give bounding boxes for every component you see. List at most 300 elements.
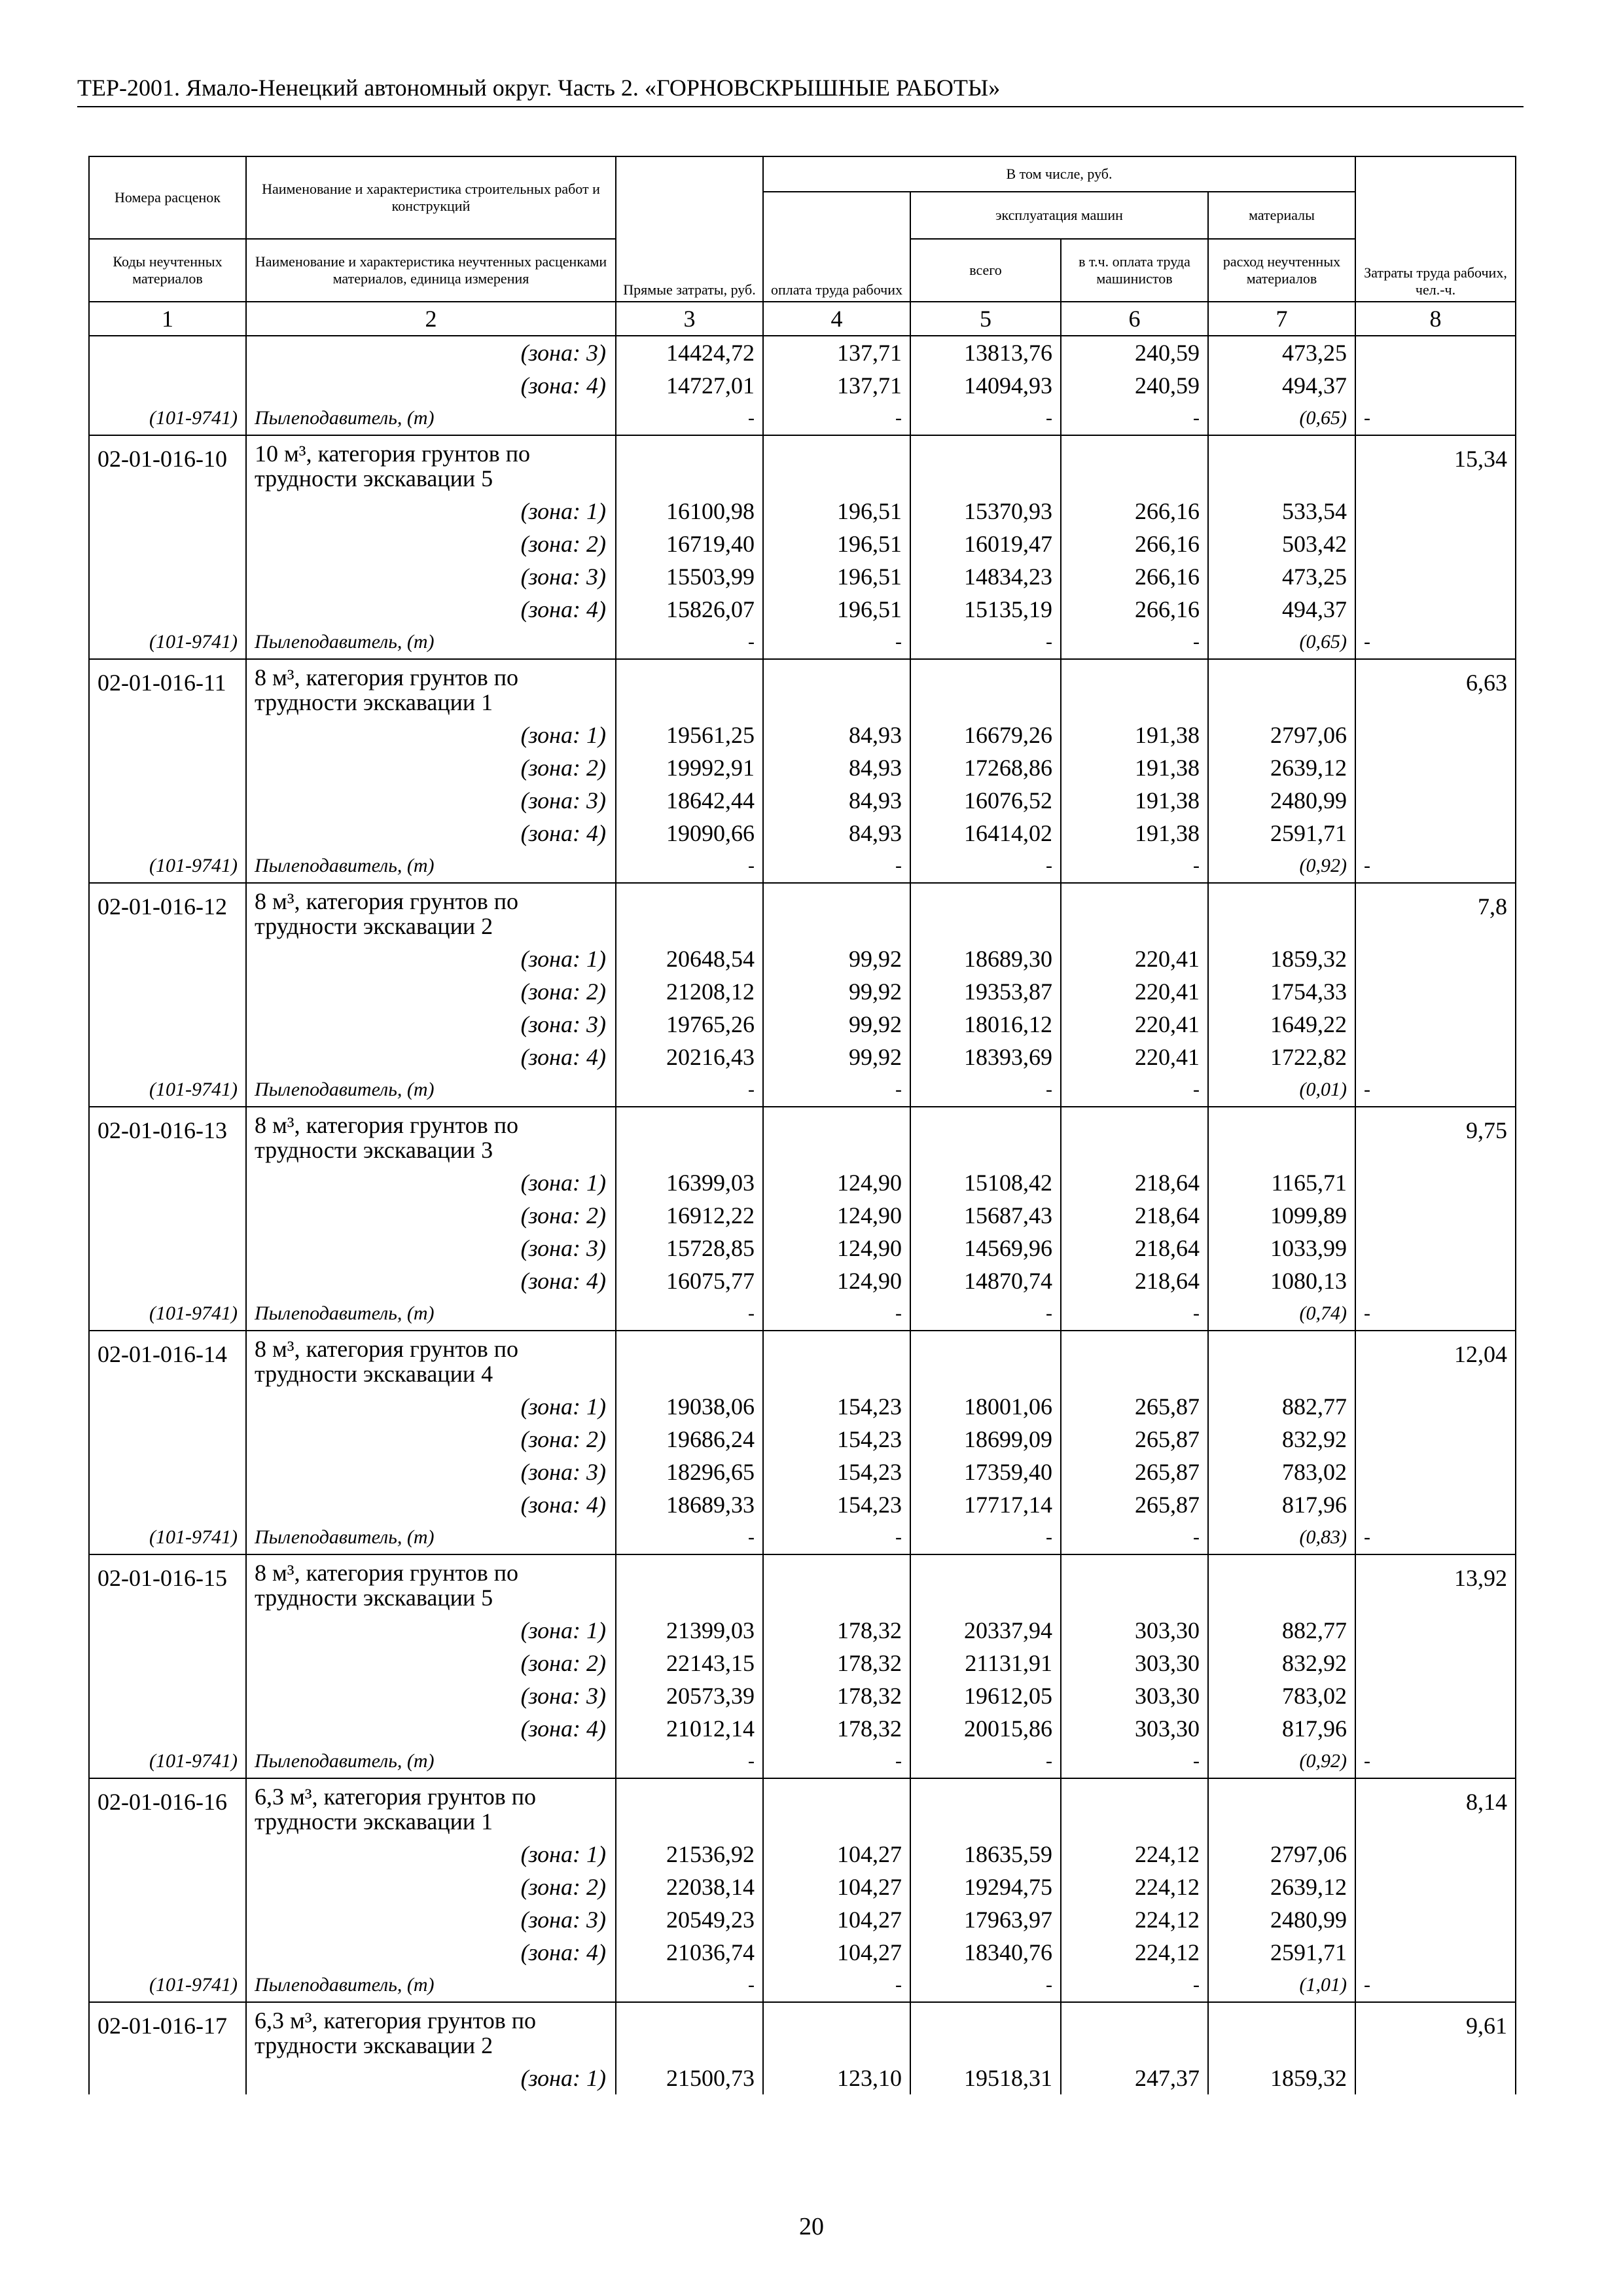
column-number: 5	[910, 302, 1061, 336]
material-row	[89, 402, 1516, 435]
dash-cell: -	[910, 1969, 1061, 2002]
zone-row	[89, 1265, 1516, 1297]
dash-cell: -	[1355, 1297, 1516, 1331]
labor-cell	[1355, 1838, 1516, 1871]
material-code: (101-9741)	[89, 1297, 246, 1331]
labor-cell	[1355, 1679, 1516, 1712]
labor-cell	[1355, 817, 1516, 850]
materials-cost: 882,77	[1208, 1390, 1355, 1423]
code-cell	[89, 593, 246, 626]
labor-cell	[1355, 369, 1516, 402]
rate-code: 02-01-016-17	[89, 2002, 246, 2062]
empty-cell	[763, 1331, 910, 1390]
empty-cell	[763, 1778, 910, 1838]
empty-cell	[1208, 1107, 1355, 1166]
direct-cost: 19090,66	[616, 817, 763, 850]
zone-label: (зона: 1)	[246, 719, 616, 751]
table-header	[89, 156, 1516, 336]
zone-row	[89, 528, 1516, 560]
material-row	[89, 1745, 1516, 1778]
dash-cell: -	[1355, 1745, 1516, 1778]
machines-total: 18699,09	[910, 1423, 1061, 1456]
dash-cell: -	[616, 1521, 763, 1554]
empty-cell	[1061, 1107, 1208, 1166]
header-rule	[77, 106, 1524, 107]
materials-cost: 494,37	[1208, 369, 1355, 402]
zone-label: (зона: 2)	[246, 1647, 616, 1679]
machines-total: 17359,40	[910, 1456, 1061, 1488]
labor-cell	[1355, 1265, 1516, 1297]
direct-cost: 21399,03	[616, 1614, 763, 1647]
labor-cell	[1355, 1903, 1516, 1936]
zone-row	[89, 336, 1516, 369]
column-number: 1	[89, 302, 246, 336]
code-cell	[89, 1679, 246, 1712]
materials-cost: 2591,71	[1208, 817, 1355, 850]
rate-header-row	[89, 1778, 1516, 1838]
zone-row	[89, 1041, 1516, 1073]
machines-total: 20337,94	[910, 1614, 1061, 1647]
material-name: Пылеподавитель, (т)	[246, 402, 616, 435]
direct-cost: 21208,12	[616, 975, 763, 1008]
machinist-wages: 224,12	[1061, 1903, 1208, 1936]
dash-cell: -	[616, 626, 763, 659]
machinist-wages: 218,64	[1061, 1232, 1208, 1265]
zone-label: (зона: 3)	[246, 784, 616, 817]
rate-code: 02-01-016-10	[89, 435, 246, 495]
worker-wages: 137,71	[763, 369, 910, 402]
materials-cost: 1033,99	[1208, 1232, 1355, 1265]
empty-cell	[616, 1107, 763, 1166]
materials-cost: 533,54	[1208, 495, 1355, 528]
materials-cost: 2480,99	[1208, 784, 1355, 817]
empty-cell	[910, 1107, 1061, 1166]
code-cell	[89, 1265, 246, 1297]
direct-cost: 21536,92	[616, 1838, 763, 1871]
machinist-wages: 224,12	[1061, 1936, 1208, 1969]
machinist-wages: 220,41	[1061, 942, 1208, 975]
machinist-wages: 303,30	[1061, 1647, 1208, 1679]
direct-cost: 22143,15	[616, 1647, 763, 1679]
machines-total: 14569,96	[910, 1232, 1061, 1265]
zone-label: (зона: 4)	[246, 817, 616, 850]
code-cell	[89, 1871, 246, 1903]
labor-cell	[1355, 784, 1516, 817]
code-cell	[89, 1488, 246, 1521]
page-number: 20	[799, 2213, 824, 2240]
rate-code: 02-01-016-16	[89, 1778, 246, 1838]
machines-total: 18393,69	[910, 1041, 1061, 1073]
code-cell	[89, 1712, 246, 1745]
materials-cost: 494,37	[1208, 593, 1355, 626]
code-cell	[89, 784, 246, 817]
materials-cost: 2797,06	[1208, 719, 1355, 751]
labor-cell	[1355, 751, 1516, 784]
dash-cell: -	[763, 626, 910, 659]
empty-cell	[1061, 1331, 1208, 1390]
zone-row	[89, 1838, 1516, 1871]
direct-cost: 16399,03	[616, 1166, 763, 1199]
rate-code: 02-01-016-15	[89, 1554, 246, 1614]
worker-wages: 196,51	[763, 528, 910, 560]
worker-wages: 178,32	[763, 1614, 910, 1647]
machinist-wages: 191,38	[1061, 784, 1208, 817]
header-col2-bottom: Наименование и характеристика неучтенных расценками материалов, единица измерения	[246, 239, 616, 302]
materials-cost: 503,42	[1208, 528, 1355, 560]
zone-row	[89, 1488, 1516, 1521]
material-row	[89, 626, 1516, 659]
direct-cost: 20648,54	[616, 942, 763, 975]
dash-cell: -	[910, 1297, 1061, 1331]
empty-cell	[1208, 1554, 1355, 1614]
empty-cell	[1208, 1331, 1355, 1390]
empty-cell	[616, 659, 763, 719]
worker-wages: 124,90	[763, 1232, 910, 1265]
worker-wages: 154,23	[763, 1390, 910, 1423]
materials-cost: 817,96	[1208, 1712, 1355, 1745]
empty-cell	[910, 2002, 1061, 2062]
material-name: Пылеподавитель, (т)	[246, 850, 616, 883]
zone-row	[89, 560, 1516, 593]
code-cell	[89, 751, 246, 784]
dash-cell: -	[616, 1297, 763, 1331]
worker-wages: 84,93	[763, 719, 910, 751]
zone-row	[89, 975, 1516, 1008]
empty-cell	[910, 435, 1061, 495]
machines-total: 14834,23	[910, 560, 1061, 593]
worker-wages: 124,90	[763, 1199, 910, 1232]
dash-cell: -	[910, 1745, 1061, 1778]
worker-wages: 99,92	[763, 975, 910, 1008]
zone-row	[89, 751, 1516, 784]
zone-label: (зона: 3)	[246, 1679, 616, 1712]
machines-total: 21131,91	[910, 1647, 1061, 1679]
rate-description: 8 м³, категория грунтов по трудности экскавации 1	[246, 659, 616, 719]
materials-cost: 832,92	[1208, 1647, 1355, 1679]
direct-cost: 19765,26	[616, 1008, 763, 1041]
zone-row	[89, 1647, 1516, 1679]
rate-description: 6,3 м³, категория грунтов по трудности экскавации 2	[246, 2002, 616, 2062]
machinist-wages: 266,16	[1061, 528, 1208, 560]
zone-row	[89, 495, 1516, 528]
dash-cell: -	[1061, 850, 1208, 883]
machinist-wages: 265,87	[1061, 1456, 1208, 1488]
materials-cost: 1080,13	[1208, 1265, 1355, 1297]
zone-label: (зона: 3)	[246, 560, 616, 593]
code-cell	[89, 817, 246, 850]
direct-cost: 18689,33	[616, 1488, 763, 1521]
labor-cell	[1355, 1871, 1516, 1903]
machines-total: 16679,26	[910, 719, 1061, 751]
machinist-wages: 266,16	[1061, 495, 1208, 528]
empty-cell	[910, 883, 1061, 942]
worker-wages: 104,27	[763, 1903, 910, 1936]
header-col1-bottom: Коды неучтенных материалов	[89, 239, 246, 302]
worker-wages: 99,92	[763, 942, 910, 975]
empty-cell	[1061, 659, 1208, 719]
materials-cost: 783,02	[1208, 1679, 1355, 1712]
direct-cost: 20549,23	[616, 1903, 763, 1936]
zone-row	[89, 1614, 1516, 1647]
rate-code: 02-01-016-12	[89, 883, 246, 942]
machines-total: 18001,06	[910, 1390, 1061, 1423]
worker-wages: 124,90	[763, 1166, 910, 1199]
materials-cost: 1099,89	[1208, 1199, 1355, 1232]
machinist-wages: 303,30	[1061, 1712, 1208, 1745]
code-cell	[89, 1199, 246, 1232]
zone-row	[89, 1903, 1516, 1936]
direct-cost: 16719,40	[616, 528, 763, 560]
code-cell	[89, 1903, 246, 1936]
labor-cell	[1355, 719, 1516, 751]
zone-label: (зона: 4)	[246, 1936, 616, 1969]
machines-total: 18635,59	[910, 1838, 1061, 1871]
header-col1-top: Номера расценок	[89, 156, 246, 239]
materials-cost: 882,77	[1208, 1614, 1355, 1647]
empty-cell	[910, 659, 1061, 719]
header-group: В том числе, руб.	[763, 156, 1355, 192]
empty-cell	[1061, 883, 1208, 942]
machines-total: 13813,76	[910, 336, 1061, 369]
machinist-wages: 218,64	[1061, 1265, 1208, 1297]
direct-cost: 16912,22	[616, 1199, 763, 1232]
dash-cell: -	[1061, 1297, 1208, 1331]
column-number: 6	[1061, 302, 1208, 336]
header-col4: оплата труда рабочих	[763, 192, 910, 302]
worker-wages: 99,92	[763, 1041, 910, 1073]
dash-cell: -	[910, 402, 1061, 435]
code-cell	[89, 1647, 246, 1679]
worker-wages: 154,23	[763, 1423, 910, 1456]
materials-cost: 1649,22	[1208, 1008, 1355, 1041]
material-row	[89, 1521, 1516, 1554]
empty-cell	[1208, 1778, 1355, 1838]
empty-cell	[616, 435, 763, 495]
zone-label: (зона: 3)	[246, 336, 616, 369]
dash-cell: -	[763, 850, 910, 883]
material-name: Пылеподавитель, (т)	[246, 626, 616, 659]
code-cell	[89, 495, 246, 528]
zone-label: (зона: 2)	[246, 1199, 616, 1232]
labor-cost: 15,34	[1355, 435, 1516, 495]
dash-cell: -	[763, 1521, 910, 1554]
direct-cost: 16100,98	[616, 495, 763, 528]
labor-cell	[1355, 975, 1516, 1008]
page-header: ТЕР-2001. Ямало-Ненецкий автономный округ. Часть 2. «ГОРНОВСКРЫШНЫЕ РАБОТЫ»	[77, 75, 1001, 101]
worker-wages: 178,32	[763, 1679, 910, 1712]
material-amount: (0,01)	[1208, 1073, 1355, 1107]
material-amount: (0,92)	[1208, 850, 1355, 883]
dash-cell: -	[1355, 1521, 1516, 1554]
machinist-wages: 247,37	[1061, 2062, 1208, 2094]
header-col8: Затраты труда рабочих, чел.-ч.	[1355, 156, 1516, 302]
material-code: (101-9741)	[89, 1073, 246, 1107]
dash-cell: -	[1061, 626, 1208, 659]
material-code: (101-9741)	[89, 1745, 246, 1778]
machinist-wages: 218,64	[1061, 1166, 1208, 1199]
zone-row	[89, 1199, 1516, 1232]
zone-label: (зона: 4)	[246, 1265, 616, 1297]
header-col6: в т.ч. оплата труда машинистов	[1061, 239, 1208, 302]
zone-label: (зона: 4)	[246, 369, 616, 402]
zone-label: (зона: 4)	[246, 593, 616, 626]
zone-row	[89, 1008, 1516, 1041]
machinist-wages: 303,30	[1061, 1614, 1208, 1647]
material-code: (101-9741)	[89, 626, 246, 659]
dash-cell: -	[910, 1521, 1061, 1554]
zone-label: (зона: 2)	[246, 528, 616, 560]
worker-wages: 154,23	[763, 1456, 910, 1488]
direct-cost: 19561,25	[616, 719, 763, 751]
empty-cell	[763, 1554, 910, 1614]
machines-total: 14094,93	[910, 369, 1061, 402]
empty-cell	[1208, 659, 1355, 719]
column-numbers-row	[89, 302, 1516, 336]
zone-label: (зона: 1)	[246, 2062, 616, 2094]
zone-label: (зона: 3)	[246, 1456, 616, 1488]
material-amount: (0,65)	[1208, 626, 1355, 659]
labor-cell	[1355, 1423, 1516, 1456]
zone-row	[89, 1166, 1516, 1199]
machines-total: 18340,76	[910, 1936, 1061, 1969]
worker-wages: 99,92	[763, 1008, 910, 1041]
zone-label: (зона: 2)	[246, 975, 616, 1008]
worker-wages: 84,93	[763, 784, 910, 817]
machinist-wages: 191,38	[1061, 817, 1208, 850]
zone-label: (зона: 2)	[246, 1423, 616, 1456]
material-amount: (0,92)	[1208, 1745, 1355, 1778]
zone-label: (зона: 2)	[246, 1871, 616, 1903]
rate-code: 02-01-016-11	[89, 659, 246, 719]
machines-total: 19612,05	[910, 1679, 1061, 1712]
code-cell	[89, 1936, 246, 1969]
material-name: Пылеподавитель, (т)	[246, 1073, 616, 1107]
labor-cell	[1355, 1166, 1516, 1199]
machines-total: 17268,86	[910, 751, 1061, 784]
labor-cost: 6,63	[1355, 659, 1516, 719]
dash-cell: -	[1061, 1745, 1208, 1778]
rate-code: 02-01-016-13	[89, 1107, 246, 1166]
machinist-wages: 224,12	[1061, 1838, 1208, 1871]
empty-cell	[1061, 1778, 1208, 1838]
rate-header-row	[89, 1331, 1516, 1390]
worker-wages: 196,51	[763, 560, 910, 593]
machines-total: 19294,75	[910, 1871, 1061, 1903]
code-cell	[89, 560, 246, 593]
header-col5: всего	[910, 239, 1061, 302]
materials-cost: 2639,12	[1208, 751, 1355, 784]
material-row	[89, 1969, 1516, 2002]
header-machines: эксплуатация машин	[910, 192, 1208, 239]
labor-cost: 12,04	[1355, 1331, 1516, 1390]
labor-cell	[1355, 1199, 1516, 1232]
machinist-wages: 218,64	[1061, 1199, 1208, 1232]
dash-cell: -	[1061, 402, 1208, 435]
materials-cost: 1859,32	[1208, 942, 1355, 975]
material-row	[89, 1297, 1516, 1331]
labor-cell	[1355, 942, 1516, 975]
materials-cost: 832,92	[1208, 1423, 1355, 1456]
machines-total: 14870,74	[910, 1265, 1061, 1297]
code-cell	[89, 1614, 246, 1647]
machinist-wages: 220,41	[1061, 975, 1208, 1008]
dash-cell: -	[616, 1969, 763, 2002]
labor-cell	[1355, 1456, 1516, 1488]
labor-cost: 7,8	[1355, 883, 1516, 942]
dash-cell: -	[616, 850, 763, 883]
rate-description: 8 м³, категория грунтов по трудности экскавации 5	[246, 1554, 616, 1614]
empty-cell	[763, 1107, 910, 1166]
code-cell	[89, 336, 246, 369]
material-amount: (0,65)	[1208, 402, 1355, 435]
zone-label: (зона: 3)	[246, 1232, 616, 1265]
zone-row	[89, 1390, 1516, 1423]
materials-cost: 2480,99	[1208, 1903, 1355, 1936]
material-name: Пылеподавитель, (т)	[246, 1969, 616, 2002]
materials-cost: 1859,32	[1208, 2062, 1355, 2094]
materials-cost: 783,02	[1208, 1456, 1355, 1488]
direct-cost: 15826,07	[616, 593, 763, 626]
worker-wages: 178,32	[763, 1647, 910, 1679]
empty-cell	[910, 1331, 1061, 1390]
code-cell	[89, 719, 246, 751]
machinist-wages: 220,41	[1061, 1041, 1208, 1073]
machines-total: 18016,12	[910, 1008, 1061, 1041]
direct-cost: 19038,06	[616, 1390, 763, 1423]
direct-cost: 21012,14	[616, 1712, 763, 1745]
direct-cost: 14727,01	[616, 369, 763, 402]
dash-cell: -	[910, 626, 1061, 659]
zone-row	[89, 369, 1516, 402]
labor-cell	[1355, 1936, 1516, 1969]
materials-cost: 1722,82	[1208, 1041, 1355, 1073]
materials-cost: 817,96	[1208, 1488, 1355, 1521]
column-number: 3	[616, 302, 763, 336]
machinist-wages: 266,16	[1061, 593, 1208, 626]
zone-row	[89, 1423, 1516, 1456]
dash-cell: -	[1061, 1073, 1208, 1107]
rate-description: 6,3 м³, категория грунтов по трудности экскавации 1	[246, 1778, 616, 1838]
zone-label: (зона: 1)	[246, 495, 616, 528]
rate-description: 8 м³, категория грунтов по трудности экскавации 3	[246, 1107, 616, 1166]
machinist-wages: 266,16	[1061, 560, 1208, 593]
zone-label: (зона: 1)	[246, 1614, 616, 1647]
dash-cell: -	[1355, 1073, 1516, 1107]
header-materials: материалы	[1208, 192, 1355, 239]
direct-cost: 20216,43	[616, 1041, 763, 1073]
machines-total: 19353,87	[910, 975, 1061, 1008]
materials-cost: 473,25	[1208, 336, 1355, 369]
price-table	[88, 156, 1516, 2094]
header-col3: Прямые затраты, руб.	[616, 156, 763, 302]
header-col7: расход неучтенных материалов	[1208, 239, 1355, 302]
zone-row	[89, 1871, 1516, 1903]
dash-cell: -	[616, 1745, 763, 1778]
worker-wages: 196,51	[763, 495, 910, 528]
materials-cost: 2591,71	[1208, 1936, 1355, 1969]
code-cell	[89, 2062, 246, 2094]
dash-cell: -	[1355, 1969, 1516, 2002]
zone-label: (зона: 4)	[246, 1488, 616, 1521]
zone-row	[89, 1232, 1516, 1265]
empty-cell	[1061, 2002, 1208, 2062]
worker-wages: 178,32	[763, 1712, 910, 1745]
direct-cost: 18296,65	[616, 1456, 763, 1488]
empty-cell	[616, 1778, 763, 1838]
zone-label: (зона: 4)	[246, 1712, 616, 1745]
machines-total: 15370,93	[910, 495, 1061, 528]
labor-cell	[1355, 1647, 1516, 1679]
